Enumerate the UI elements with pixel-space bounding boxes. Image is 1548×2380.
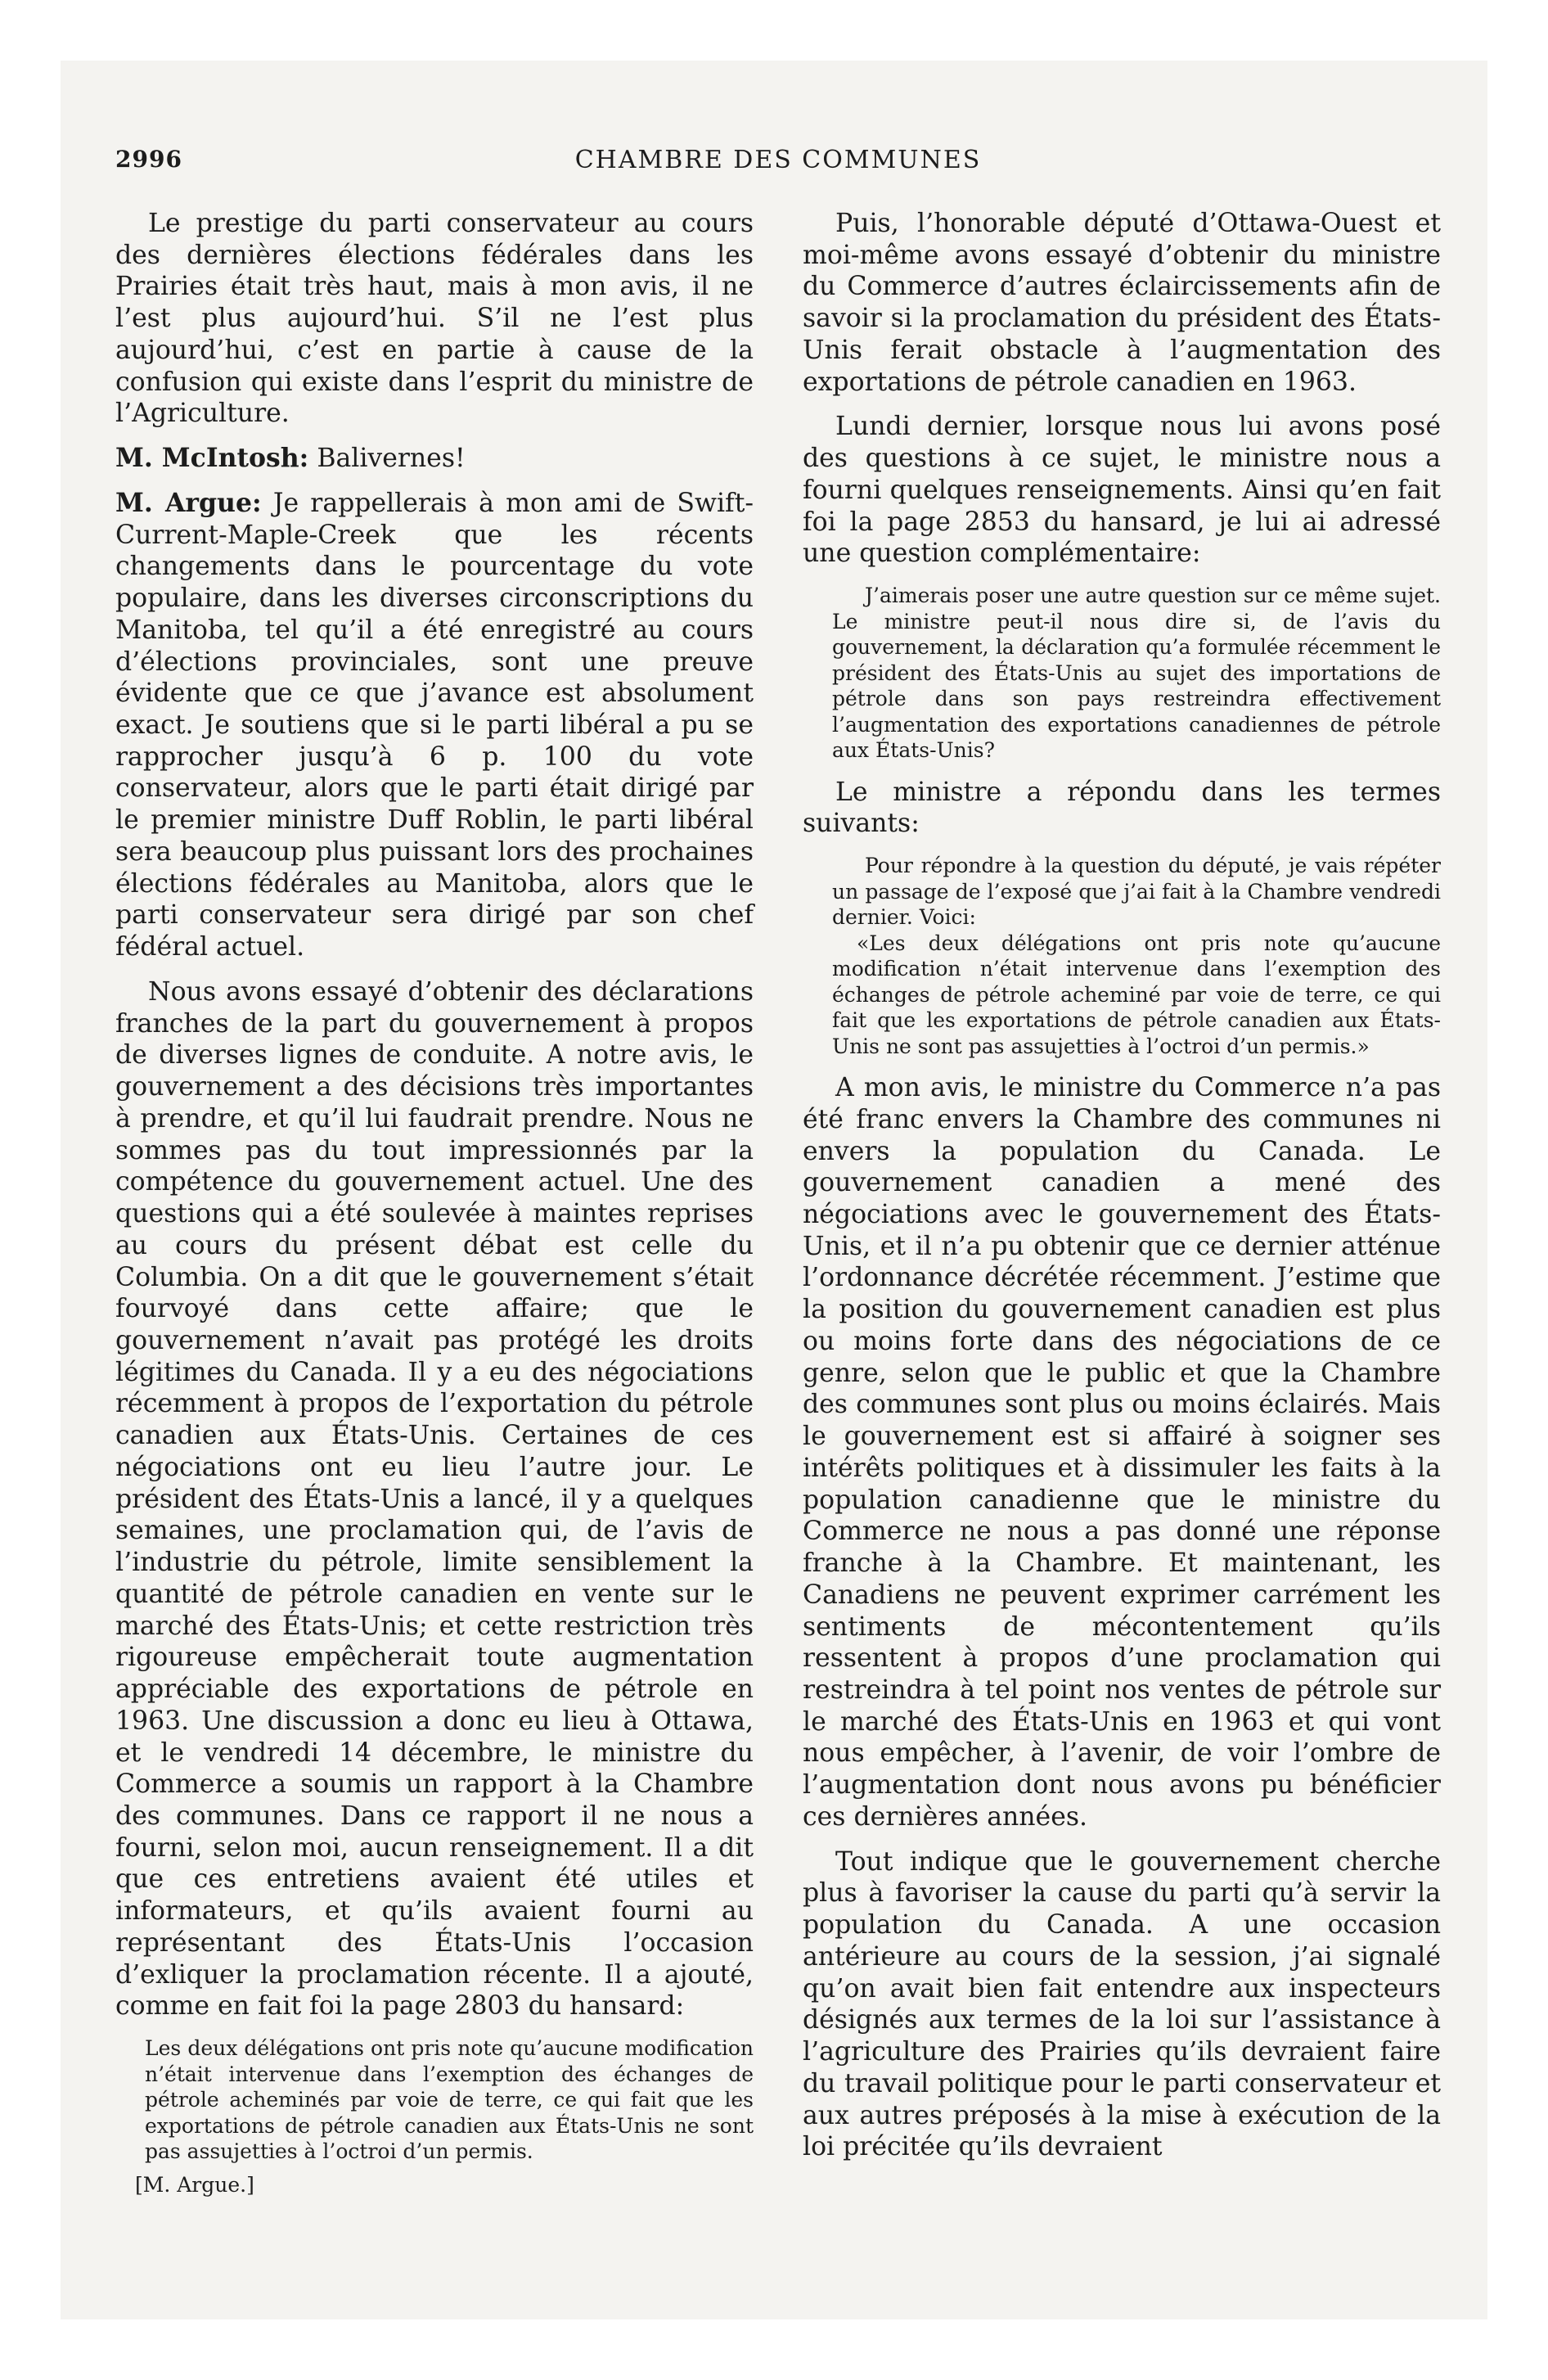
right-column	[803, 208, 1441, 2197]
paragraph: Tout indique que le gouvernement cherche plus à favoriser la cause du parti qu’à servir la population du Canada. A une occasion antérieure au cours de la session, j’ai signalé qu’on avait bien fait entendre aux inspecteurs désignés aux termes de la loi sur l’assistance à l’agriculture des Prairies qu’ils devraient faire du travail politique pour le parti conservateur et aux autres préposés à la mise à exécution de la loi précitée qu’ils devraient	[803, 1846, 1441, 2162]
paragraph: Nous avons essayé d’obtenir des déclarations franches de la part du gouvernement à propos de diverses lignes de conduite. A notre avis, le gouvernement a des décisions très importantes à prendre, et qu’il lui faudrait prendre. Nous ne sommes pas du tout impressionnés par la compétence du gouvernement actuel. Une des questions qui a été soulevée à maintes reprises au cours du présent débat est celle du Columbia. On a dit que le gouvernement s’était fourvoyé dans cette affaire; que le gouvernement n’avait pas protégé les droits légitimes du Canada. Il y a eu des négociations récemment à propos de l’exportation du pétrole canadien aux États-Unis. Certaines de ces négociations ont eu lieu l’autre jour. Le président des États-Unis a lancé, il y a quelques semaines, une proclamation qui, de l’avis de l’industrie du pétrole, limite sensiblement la quantité de pétrole canadien en vente sur le marché des États-Unis; et cette restriction très rigoureuse empêcherait toute augmentation appréciable des exportations de pétrole en 1963. Une discussion a donc eu lieu à Ottawa, et le vendredi 14 décembre, le ministre du Commerce a soumis un rapport à la Chambre des communes. Dans ce rapport il ne nous a fourni, selon moi, aucun renseignement. Il a dit que ces entretiens avaient été utiles et informateurs, et qu’ils avaient fourni au représentant des États-Unis l’occasion d’exliquer la proclamation récente. Il a ajouté, comme en fait foi la page 2803 du hansard:	[115, 976, 754, 2022]
page-header	[115, 146, 1441, 195]
block-quote: «Les deux délégations ont pris note qu’aucune modification n’était intervenue dans l’exemption des échanges de pétrole acheminé par voie de terre, ce qui fait que les exportations de pétrole canadien aux États-Unis ne sont pas assujetties à l’octroi d’un permis.»	[832, 931, 1441, 1058]
block-quote: J’aimerais poser une autre question sur ce même sujet. Le ministre peut-il nous dire si, de l’avis du gouvernement, la déclaration qu’a formulée récemment le président des États-Unis au sujet des importations de pétrole dans son pays restreindra effectivement l’augmentation des exportations canadiennes de pétrole aux États-Unis?	[832, 584, 1441, 763]
speaker-signature: [M. Argue.]	[135, 2172, 254, 2197]
paragraph: Le prestige du parti conservateur au cours des dernières élections fédérales dans les Prairies était très haut, mais à mon avis, il ne l’est plus aujourd’hui. S’il ne l’est plus aujourd’hui, c’est en partie à cause de la confusion qui existe dans l’esprit du ministre de l’Agriculture.	[115, 209, 754, 429]
text-columns	[115, 208, 1441, 2197]
speech-text: Balivernes!	[308, 444, 466, 474]
left-column	[115, 208, 754, 2197]
paragraph: Puis, l’honorable député d’Ottawa-Ouest et moi-même avons essayé d’obtenir du ministre du Commerce d’autres éclaircissements afin de savoir si la proclamation du président des États-Unis ferait obstacle à l’augmentation des exportations de pétrole canadien en 1963.	[803, 209, 1441, 397]
speaker-name: M. Argue:	[115, 487, 262, 518]
speech-text: Je rappellerais à mon ami de Swift-Current-Maple-Creek que les récents changements dans le pourcentage du vote populaire, dans les diverses circonscriptions du Manitoba, tel qu’il a été enregistré au cours d’élections provinciales, sont une preuve évidente que ce que j’avance est absolument exact. Je soutiens que si le parti libéral a pu se rapprocher jusqu’à 6 p. 100 du vote conservateur, alors que le parti était dirigé par le premier ministre Duff Roblin, le parti libéral sera beaucoup plus puissant lors des prochaines élections fédérales au Manitoba, alors que le parti conservateur sera dirigé par son chef fédéral actuel.	[115, 488, 754, 962]
page-number: 2996	[115, 146, 182, 173]
paragraph: Lundi dernier, lorsque nous lui avons posé des questions à ce sujet, le ministre nous a fourni quelques renseignements. Ainsi qu’en fait foi la page 2853 du hansard, je lui ai adressé une question complémentaire:	[803, 412, 1441, 569]
speech-mcintosh	[115, 443, 754, 475]
document-page	[115, 146, 1441, 2257]
paragraph: Le ministre a répondu dans les termes suivants:	[803, 777, 1441, 839]
paragraph: A mon avis, le ministre du Commerce n’a pas été franc envers la Chambre des communes ni envers la population du Canada. Le gouvernement canadien a mené des négociations avec le gouvernement des États-Unis, et il n’a pu obtenir que ce dernier atténue l’ordonnance décrétée récemment. J’estime que la position du gouvernement canadien est plus ou moins forte dans des négociations de ce genre, selon que le public et que la Chambre des communes sont plus ou moins éclairés. Mais le gouvernement est si affairé à soigner ses intérêts politiques et à dissimuler les faits à la population canadienne que le ministre du Commerce ne nous a pas donné une réponse franche à la Chambre. Et maintenant, les Canadiens ne peuvent exprimer carrément les sentiments de mécontentement qu’ils ressentent à propos d’une proclamation qui restreindra à tel point nos ventes de pétrole sur le marché des États-Unis en 1963 et qui vont nous empêcher, à l’avenir, de voir l’ombre de l’augmentation dont nous avons pu bénéficier ces dernières années.	[803, 1073, 1441, 1832]
speaker-name: M. McIntosh:	[115, 443, 309, 474]
speech-argue	[115, 488, 754, 963]
block-quote: Pour répondre à la question du député, je vais répéter un passage de l’exposé que j’ai fait à la Chambre vendredi dernier. Voici:	[832, 854, 1441, 930]
block-quote: Les deux délégations ont pris note qu’aucune modification n’était intervenue dans l’exemption des échanges de pétrole acheminés par voie de terre, ce qui fait que les exportations de pétrole canadien aux États-Unis ne sont pas assujetties à l’octroi d’un permis.	[145, 2036, 754, 2164]
running-head-title: CHAMBRE DES COMMUNES	[574, 146, 982, 174]
